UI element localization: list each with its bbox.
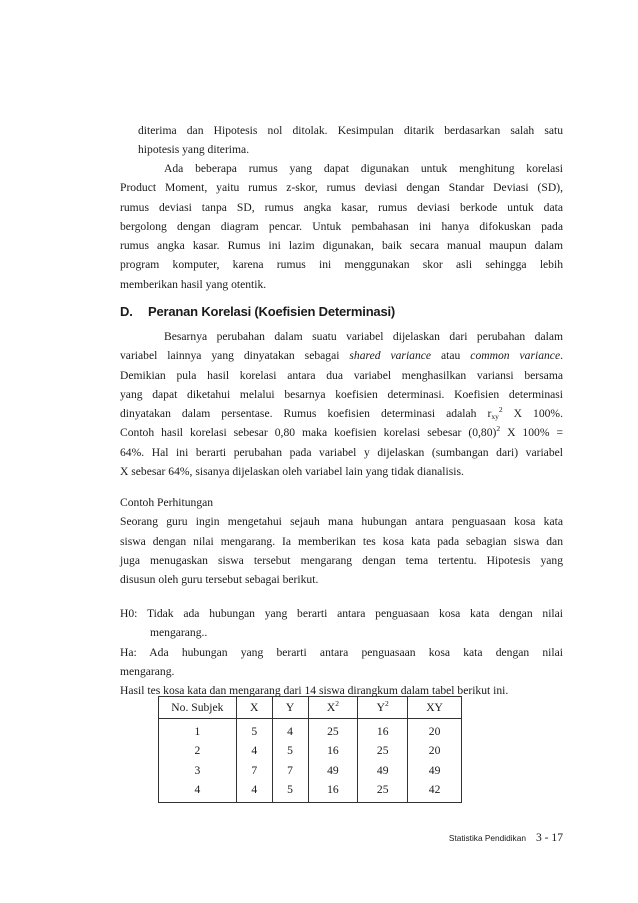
table-header-row [159,697,462,719]
text-line: X sebesar 64%, sisanya dijelaskan oleh variabel lain yang tidak dianalisis. [120,465,464,479]
shared-variance-term: shared variance [349,349,432,363]
text-line: program komputer, karena rumus ini menggunakan skor asli sehingga lebih [120,258,563,272]
text-line: Product Moment, yaitu rumus z-skor, rumus deviasi dengan Standar Deviasi (SD), [120,181,563,195]
formula-superscript: 2 [496,424,501,434]
text-line: Demikian pula hasil korelasi antara dua variabel menghasilkan variansi bersama [120,368,563,382]
text-line: Ada beberapa rumus yang dapat digunakan untuk menghitung korelasi [164,162,563,175]
x-column: 5 4 7 4 [236,719,272,803]
text-line: hipotesis yang diterima. [138,143,250,157]
text-line: bergolong dengan diagram pencar. Untuk pembahasan ini hanya difokuskan pada [120,219,563,233]
text-line: Seorang guru ingin mengetahui sejauh mana hubungan antara penguasaan kosa kata [120,515,563,529]
header-x: X [236,697,272,719]
text-line: 64%. Hal ini berarti perubahan pada variabel y dijelaskan (sumbangan dari) variabel [120,445,563,459]
text-line: diterima dan Hipotesis nol ditolak. Kesimpulan ditarik berdasarkan salah satu [138,124,563,137]
section-letter: D. [120,304,133,319]
header-y-squared: $Y^2$ [358,697,408,719]
formula-subscript: xy [491,412,499,422]
header-subject: No. Subjek [159,697,237,719]
text-line: dinyatakan dalam persentase. Rumus koefisien determinasi adalah $r_{xy}^2$ X 100%. [120,405,563,422]
text-line: yang dapat diketahui melalui besarnya koefisien determinasi. Koefisien determinasi [120,387,563,401]
text-line: memberikan hasil yang otentik. [120,277,267,291]
ha-line: Ha: Ada hubungan yang berarti antara penguasaan kosa kata dengan nilai [120,645,563,659]
text-line: rumus angka kasar. Rumus ini lazim digunakan, baik secara manual maupun dalam [120,239,563,253]
table-intro: Hasil tes kosa kata dan mengarang dari 14 siswa dirangkum dalam tabel berikut ini. [120,684,509,698]
y-squared-column: 16 25 49 25 [358,719,408,803]
header-y: Y [272,697,308,719]
table-row [159,719,462,803]
text-line: Contoh hasil korelasi sebesar 0,80 maka koefisien korelasi sebesar $(0,80)^2$ X 100% = [120,424,563,440]
text-line: Besarnya perubahan dalam suatu variabel dijelaskan dari perubahan dalam [164,330,563,343]
h0-line: mengarang.. [150,626,208,640]
text-line: rumus deviasi tanpa SD, rumus angka kasar, rumus deviasi berkode untuk data [120,200,563,214]
formula-superscript: 2 [498,405,503,415]
x-squared-column: 25 16 49 16 [308,719,358,803]
header-x-squared: $X^2$ [308,697,358,719]
footer-title: Statistika Pendidikan [448,833,526,843]
formula-paragraph [120,159,563,294]
h0-line: H0: Tidak ada hubungan yang berarti antara penguasaan kosa kata dengan nilai [120,607,563,620]
text-line: siswa dengan nilai mengarang. Ia memberikan tes kosa kata pada sebagian siswa dan [120,534,563,548]
determination-paragraph [120,327,563,481]
example-section [120,493,563,589]
subject-column: 1 2 3 4 [159,719,237,803]
section-title: Peranan Korelasi (Koefisien Determinasi) [148,304,396,319]
continuation-paragraph [120,121,563,160]
example-heading: Contoh Perhitungan [120,496,214,509]
section-heading [120,302,563,322]
hypotheses [120,604,563,700]
xy-column: 20 20 49 42 [408,719,462,803]
y-column: 4 5 7 5 [272,719,308,803]
page-footer [440,829,563,845]
text-line: disusun oleh guru tersebut sebagai berikut. [120,573,319,587]
page-number: 3 - 17 [535,831,563,844]
text-line: variabel lainnya yang dinyatakan sebagai shared variance atau common variance. [120,349,564,363]
header-xy: XY [408,697,462,719]
ha-line: mengarang. [120,664,175,678]
scores-table [158,696,462,803]
common-variance-term: common variance [470,349,561,363]
text-line: juga menugaskan siswa tersebut mengarang dengan tema tertentu. Hipotesis yang [120,553,563,567]
